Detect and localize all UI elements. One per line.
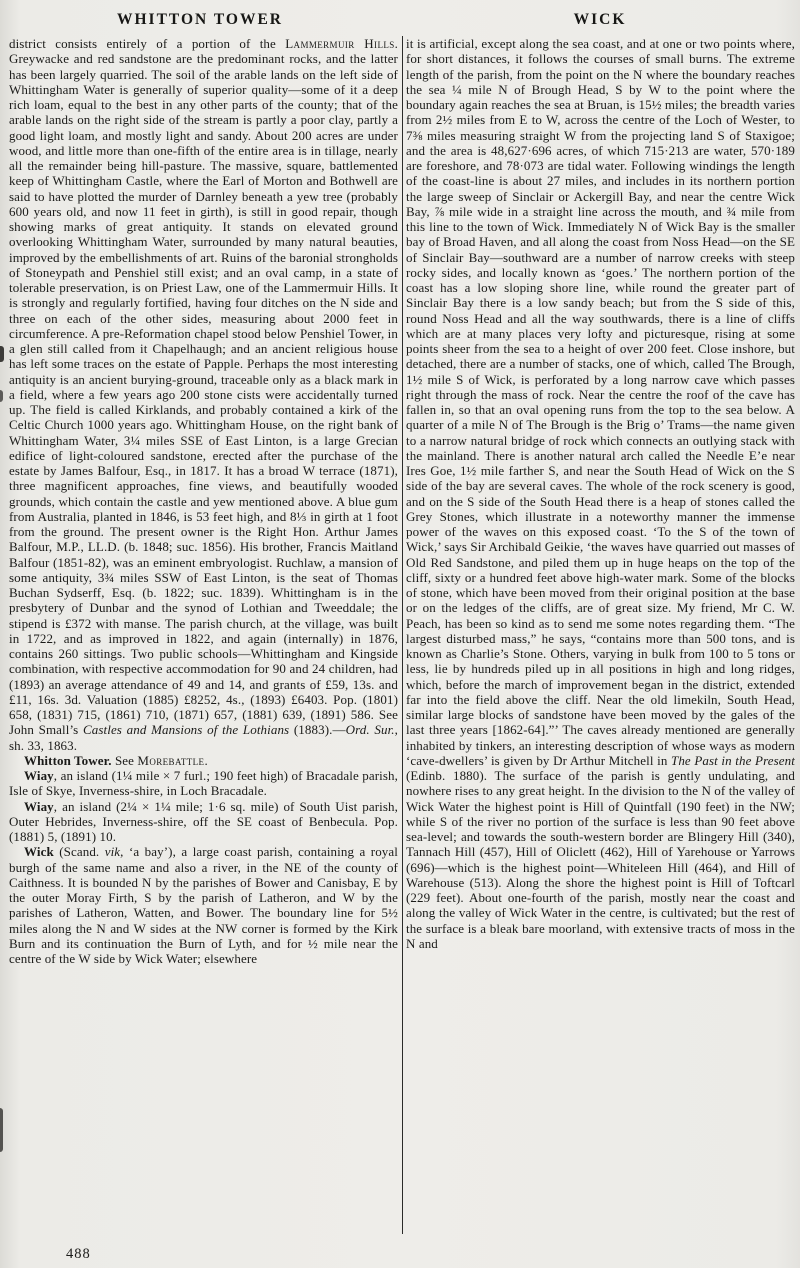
paragraph xyxy=(9,799,398,845)
text-run: The Past in the Present xyxy=(670,752,795,768)
text-run: Wiay xyxy=(24,768,54,783)
text-run: it is artificial, except along the sea coast, and at one or two points where, for short distances, it follows the courses of small burns. The extreme length of the parish, from the point on the N where the boundary reaches the sea ¼ mile N of Brough Head, S by W to the point where the boundary again reaches the sea at Bruan, is 15½ miles; the breadth varies from 2½ miles from E to W, across the centre of the Loch of Wester, to 7⅜ miles measuring straight W from the projecting land S of Staxigoe; and the area is 48,627·696 acres, of which 715·213 are water, 570·189 are foreshore, and 78·073 are tidal water. Following windings the length of the coast-line is about 27 miles, and includes in its northern portion the large sweep of Sinclair or Ackergill Bay, and near the centre Wick Bay, ⅞ mile wide in a straight line across the mouth, and ¾ mile from this line to the town of Wick. Immediately N of Wick Bay is the smaller bay of Broad Haven, and all along the coast from Noss Head—on the SE of Sinclair Bay—southward are a number of narrow creeks with steep rocky sides, and locally known as ‘goes.’ The northern portion of the coast has a low sloping shore line, while round the greater part of Sinclair Bay there is a low sandy beach; but from the S side of this, round Noss Head and all the way southwards, there is a line of cliffs which are at many places very lofty and picturesque, rising at some points sheer from the sea to a height of over 200 feet. Close inshore, but detached, there are a number of stacks, one of which, called The Brough, 1½ mile S of Wick, is perforated by a long narrow cave which passes right through the mass of rock. Near the centre the roof of the cave has fallen in, so that an oval opening runs from the top to the sea below. A quarter of a mile N of The Brough is the Brig o’ Trams—the name given to a narrow natural bridge of rock which connects an outlying stack with the mainland. There is another natural arch called the Needle E’e near Ires Goe, 1½ mile farther S, and near the South Head of Wick on the S side of the bay are several caves. The whole of the rock scenery is good, and on the S side of the South Head there is a heap of stones called the Grey Stones, which illustrate in a noteworthy manner the immense power of the waves on this exposed coast. ‘To the S of the town of Wick,’ says Sir Archibald Geikie, ‘the waves have quarried out masses of Old Red Sandstone, and piled them up in huge heaps on the top of the cliff, sixty or a hundred feet above high-water mark. Some of the blocks of stone, which have been moved from their original position at the base or on the ledges of the cliffs, are of great size. My friend, Mr C. W. Peach, has been so kind as to send me some notes regarding them. “The largest disturbed mass,” he says, “contains more than 500 tons, and is known as Charlie’s Stone. Others, varying in bulk from 100 to 5 tons or less, lie by hundreds piled up in all positions in high and long ridges, which, before the march of improvement began in the district, extended far into the field above the cliff. Near the old limekiln, South Head, similar large blocks of sandstone have been moved by the gales of the last three years [1862-64].”’ The caves already mentioned are generally inhabited by tinkers, an interesting description of whose ways as modern ‘cave-dwellers’ is given by Dr Arthur Mitchell in xyxy=(406,36,795,768)
page-number: 488 xyxy=(66,1246,91,1262)
text-run: (Edinb. 1880). The surface of the parish is gently undulating, and nowhere rises to any great height. In the division to the N of the valley of Wick Water the highest point is Hill of Quintfall (190 feet) in the NW; while S of the river no portion of the surface is less than 90 feet above sea-level; and towards the south-western border are Blingery Hill (340), Tannach Hill (457), Hill of Oliclett (462), Hill of Yarehouse or Yarrows (696)—which is the highest point—Whiteleen Hill (464), and Hill of Warehouse (513). Along the shore the highest point is Hill of Toftcarl (229 feet). About one-fourth of the parish, mostly near the coast and along the valley of Wick Water in the centre, is cultivated; but the rest of the surface is a bleak bare moorland, with extensive tracts of moss in the N and xyxy=(406,768,795,951)
paragraph xyxy=(9,768,398,799)
text-run: Wiay xyxy=(24,798,54,814)
text-run: Morebattle xyxy=(137,752,205,768)
text-run: . Greywacke and red sandstone are the predominant rocks, and the latter has been largely quarried. The soil of the arable lands on the left side of Whittingham Water is generally of superior quality—some of it a deep rich loam, equal to the best in any other parts of the county; that of the arable lands on the right side of the stream is partly a poor clay, partly a good light loam, and mostly light and sandy. About 200 acres are under wood, and little more than one-fifth of the entire area is in tillage, nearly all the remainder being hill-pasture. The massive, square, battlemented keep of Whittingham Castle, where the Earl of Morton and Bothwell are said to have plotted the murder of Darnley beneath a yew tree (probably 600 years old, and now 11 feet in girth), is still in good repair, though showing marks of great antiquity. It stands on elevated ground overlooking Whittingham Water, surrounded by many natural beauties, improved by the embellishments of art. Ruins of the baronial strongholds of Stoneypath and Penshiel still exist; and an oval camp, in a state of tolerable preservation, is on Priest Law, one of the Lammermuir Hills. It is strongly and regularly fortified, having four ditches on the N side and three on each of the other sides, measuring about 2000 feet in circumference. A pre-Reformation chapel stood below Penshiel Tower, in a glen still called from it Chapelhaugh; and an ancient religious house has left some traces on the estate of Papple. Perhaps the most interesting antiquity is an ancient burying-ground, traceable only as a black mark in a field, where a few years ago 200 stone cists were accidentally turned up. The field is called Kirklands, and probably contained a kirk of the Celtic Church 1000 years ago. Whittingham House, on the right bank of Whittingham Water, 3¼ miles SSE of East Linton, is a large Grecian edifice of light-coloured sandstone, erected after the purchase of the estate by James Balfour, Esq., in 1817. It has a broad W terrace (1871), three magnificent approaches, fine views, and beautifully wooded grounds, which contain the castle and yew mentioned above. A blue gum from Australia, planted in 1846, is 53 feet high, and 8⅓ in girth at 1 foot from the ground. The present owner is the Right Hon. Arthur James Balfour, M.P., LL.D. (b. 1848; suc. 1856). His brother, Francis Maitland Balfour (1851-82), was an eminent embryologist. Ruchlaw, a mansion of some antiquity, 3¾ miles SSW of East Linton, is the seat of Thomas Buchan Sydserff, Esq. (b. 1822; suc. 1839). Whittingham is in the presbytery of Dunbar and the synod of Lothian and Tweeddale; the stipend is £372 with manse. The parish church, at the village, was built in 1722, and as improved in 1822, and again (internally) in 1876, contains 260 sittings. Two public schools—Whittingham and Kingside combination, with respective accommodation for 90 and 24 children, had (1893) an average attendance of 49 and 14, and grants of £59, 13s. and £11, 16s. 3d. Valuation (1885) £8252, 4s., (1893) £6403. Pop. (1801) 658, (1831) 715, (1861) 710, (1871) 657, (1881) 639, (1891) 586. See John Small’s xyxy=(9,36,398,738)
text-run: district consists entirely of a portion of the xyxy=(9,36,286,51)
running-head-right: WICK xyxy=(573,11,627,28)
left-column xyxy=(9,36,398,1252)
paragraph xyxy=(406,36,795,951)
text-run: (Scand. xyxy=(53,844,105,860)
text-run: , an island (1¼ mile × 7 furl.; 190 feet high) of Bracadale parish, Isle of Skye, Inverness-shire, in Loch Bracadale. xyxy=(9,768,398,799)
text-run: , sh. 33, 1863. xyxy=(9,722,398,753)
paragraph xyxy=(9,753,398,768)
running-head-left: WHITTON TOWER xyxy=(117,11,283,28)
paragraph xyxy=(9,36,398,753)
text-run: Castles and Mansions of the Lothians xyxy=(82,722,290,738)
text-run: , an island (2¼ × 1¼ mile; 1·6 sq. mile) of South Uist parish, Outer Hebrides, Inverness-shire, off the SE coast of Benbecula. Pop. (1881) 5, (1891) 10. xyxy=(9,798,398,844)
text-run: Whitton Tower. xyxy=(24,752,112,768)
text-run: , ‘a bay’), a large coast parish, containing a royal burgh of the same name and also a river, in the NE of the county of Caithness. It is bounded N by the parishes of Bower and Canisbay, E by the outer Moray Firth, S by the parish of Latheron, and W by the parishes of Latheron, Watten, and Bower. The boundary line for 5½ miles along the N and W sides at the NW corner is formed by the Kirk Burn and its continuation the Burn of Lyth, and for ½ mile near the centre of the W side by Wick Water; elsewhere xyxy=(9,844,398,966)
scan-smudge xyxy=(0,1108,3,1152)
text-run: Ord. Sur. xyxy=(345,722,395,738)
running-heads xyxy=(0,0,800,34)
text-run: See xyxy=(111,752,138,768)
text-run: vik xyxy=(104,844,121,860)
scan-smudge xyxy=(0,390,3,402)
text-run: Lammermuir Hills xyxy=(285,36,395,51)
paragraph xyxy=(9,844,398,966)
text-run: . xyxy=(204,752,208,768)
column-divider xyxy=(402,36,403,1234)
text-run: (1883).— xyxy=(289,722,346,738)
text-run: Wick xyxy=(24,844,54,860)
text-columns xyxy=(0,34,800,1252)
right-column xyxy=(406,36,795,1252)
scan-smudge xyxy=(0,346,4,362)
